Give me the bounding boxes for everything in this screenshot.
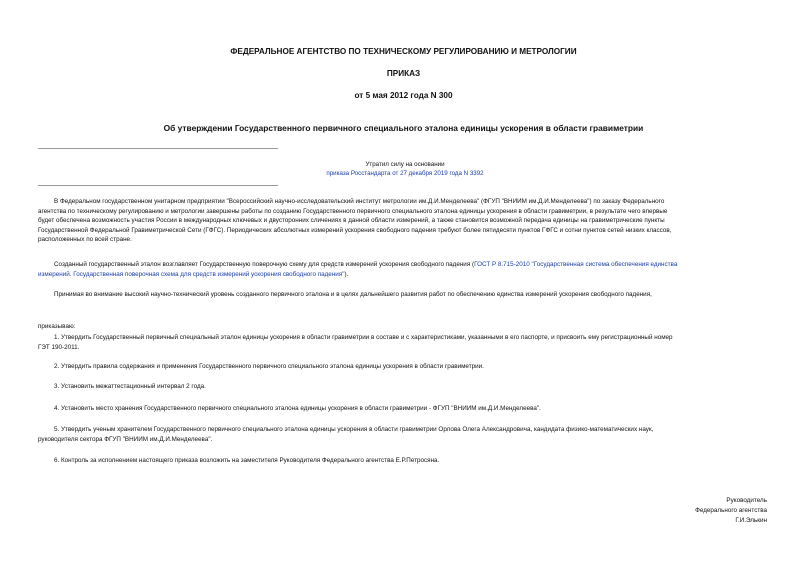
divider-top	[38, 148, 278, 149]
order-word: приказываю:	[38, 323, 76, 330]
paragraph-1-line: агентства по техническому регулированию и метрологии завершены работы по созданию Государственного первичного специального эталона единицы ускорения в области гравиметрии, в результате чего впервые	[38, 207, 668, 215]
signature-title: Руководитель	[726, 497, 767, 504]
order-item-1: 1. Утвердить Государственный первичный специальный эталон единицы ускорения в области гравиметрии в составе и с характеристиками, указанными в его паспорте, и присвоить ему регистрационный номер ГЭТ 190-2011.	[38, 334, 673, 351]
paragraph-1-line: В Федеральном государственном унитарном предприятии "Всероссийский научно-исследовательский институт метрологии им.Д.И.Менделеева" (ФГУП "ВНИИМ им.Д.И.Менделеева") по заказу Федерального	[54, 198, 665, 205]
agency-heading: ФЕДЕРАЛЬНОЕ АГЕНТСТВО ПО ТЕХНИЧЕСКОМУ РЕГУЛИРОВАНИЮ И МЕТРОЛОГИИ	[230, 47, 577, 56]
gost-link[interactable]: ГОСТ Р 8.715-2010 "Государственная система обеспечения единства	[474, 261, 678, 268]
status-note-text: Утратил силу на основании	[365, 161, 445, 168]
signature-agency: Федерального агентства	[695, 507, 767, 514]
order-item-5: 5. Утвердить ученым хранителем Государственного первичного специального эталона единицы ускорения в области гравиметрии Орлова Олега Александровича, кандидата физико-математических наук, руководителя сектора ФГУП "ВНИИМ им.Д.И.Менделеева".	[38, 426, 654, 443]
order-item-4: 4. Установить место хранения Государственного первичного специального эталона единицы ускорения в области гравиметрии - ФГУП "ВНИИМ им.Д.И.Менделеева".	[54, 405, 541, 412]
divider-bottom	[38, 185, 278, 186]
paragraph-1-line: будет обеспечена возможность участия России в международных ключевых и двусторонних сличениях в данной области измерений, а также становится возможной передача единицы на гравиметрические пункты	[38, 217, 665, 225]
paragraph-1	[38, 197, 768, 245]
paragraph-3: Принимая во внимание высокий научно-технический уровень созданного первичного эталона и в целях дальнейшего развития работ по обеспечению единства измерений ускорения свободного падения,	[54, 291, 652, 298]
paragraph-2-line: измерений. Государственная поверочная схема для средств измерений ускорения свободного падения").	[38, 270, 349, 278]
signature-name: Г.И.Элькин	[735, 517, 767, 524]
paragraph-2	[38, 260, 768, 279]
order-item-3: 3. Установить межаттестационный интервал 2 года.	[54, 383, 206, 390]
paragraph-2-line: Созданный государственный эталон возглавляет Государственную поверочную схему для средств измерений ускорения свободного падения (ГОСТ Р 8.715-2010 "Государственная система обеспечения единства	[54, 261, 678, 268]
status-note-link[interactable]: приказа Росстандарта от 27 декабря 2019 года N 3392	[326, 170, 484, 177]
document-title: Об утверждении Государственного первичного специального эталона единицы ускорения в области гравиметрии	[163, 123, 644, 133]
status-note	[300, 160, 510, 178]
date-number-heading: от 5 мая 2012 года N 300	[354, 91, 453, 100]
doc-type-heading: ПРИКАЗ	[386, 69, 421, 78]
order-item-2: 2. Утвердить правила содержания и применения Государственного первичного специального эталона единицы ускорения в области гравиметрии.	[54, 363, 484, 370]
paragraph-1-line: расположенных по всей стране.	[38, 236, 132, 244]
order-item-6: 6. Контроль за исполнением настоящего приказа возложить на заместителя Руководителя Федерального агентства Е.Р.Петросяна.	[54, 457, 440, 464]
signature-block	[695, 496, 767, 526]
gost-link-continued[interactable]: измерений. Государственная поверочная схема для средств измерений ускорения свободного падения"	[38, 270, 345, 278]
paragraph-1-line: Государственной Федеральной Гравиметрической Сети (ГФГС). Периодических абсолютных измерений ускорения свободного падения требуют более пятидесяти пунктов ГФГС и сотни пунктов сетей низких классов,	[38, 226, 672, 234]
